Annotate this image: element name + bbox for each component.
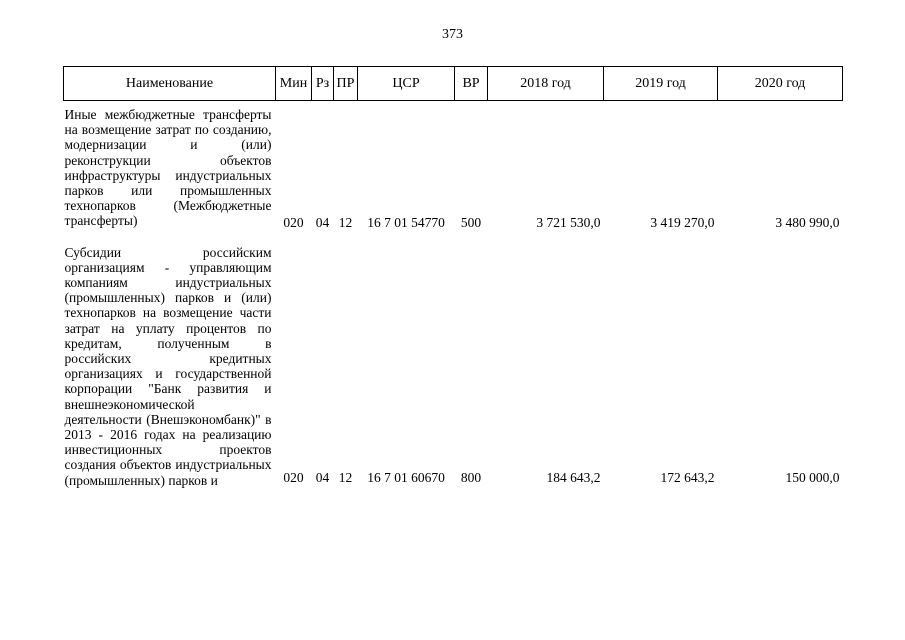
header-name: Наименование (64, 67, 276, 101)
header-2018: 2018 год (488, 67, 604, 101)
table-header-row (64, 67, 843, 101)
row-2020: 3 480 990,0 (775, 215, 840, 231)
row-2018: 3 721 530,0 (536, 215, 601, 231)
row-2018: 184 643,2 (546, 470, 601, 486)
header-pr: ПР (334, 67, 358, 101)
row-rz: 04 (315, 215, 330, 231)
header-min: Мин (276, 67, 312, 101)
row-pr: 12 (338, 470, 353, 486)
budget-table (63, 66, 843, 488)
row-vr: 500 (460, 215, 482, 231)
row-csr: 16 7 01 60670 (367, 470, 445, 486)
table-row (64, 233, 843, 488)
header-rz: Рз (312, 67, 334, 101)
row-rz: 04 (315, 470, 330, 486)
row-name: Иные межбюджетные трансферты на возмещение затрат по созданию, модернизации и (или) реконструкции объектов инфраструктуры индустриальных парков или промышленных технопарков (Межбюджетные трансферты) (64, 107, 272, 229)
page-number: 373 (442, 27, 463, 42)
row-2019: 172 643,2 (660, 470, 715, 486)
row-name: Субсидии российским организациям - управляющим компаниям индустриальных (промышленных) парков и (или) технопарков на возмещение части затрат на уплату процентов по кредитам, полученным в российских кредитных организациях и государственной корпорации "Банк развития и внешнеэкономической деятельности (Внешэкономбанк)" в 2013 - 2016 годах на реализацию инвестиционных проектов создания объектов индустриальных (промышленных) парков и (64, 244, 272, 488)
header-2019: 2019 год (604, 67, 718, 101)
row-2020: 150 000,0 (785, 470, 840, 486)
header-2020: 2020 год (718, 67, 843, 101)
row-csr: 16 7 01 54770 (367, 215, 445, 231)
table-row (64, 101, 843, 233)
row-2019: 3 419 270,0 (650, 215, 715, 231)
row-min: 020 (283, 215, 304, 231)
header-csr: ЦСР (358, 67, 455, 101)
header-vr: ВР (455, 67, 488, 101)
row-min: 020 (283, 470, 304, 486)
row-vr: 800 (460, 470, 482, 486)
row-pr: 12 (338, 215, 353, 231)
